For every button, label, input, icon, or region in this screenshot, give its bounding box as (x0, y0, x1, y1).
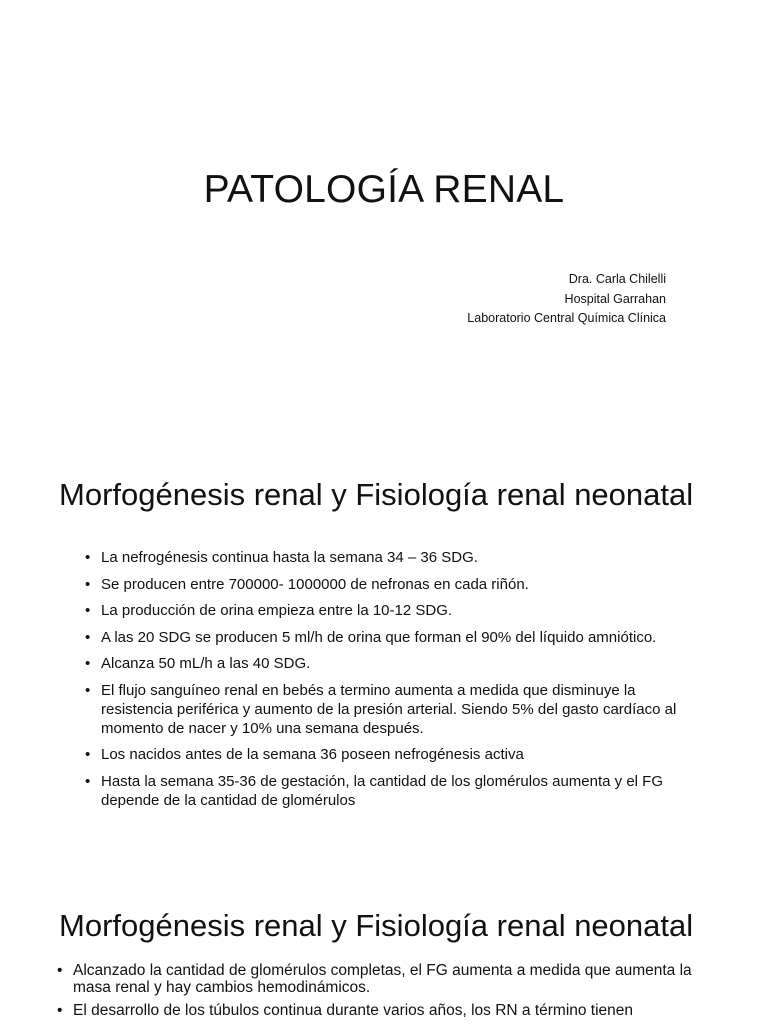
list-item (85, 628, 685, 647)
bullet-text: La nefrogénesis continua hasta la semana 34 – 36 SDG. (101, 549, 478, 566)
author-institution: Hospital Garrahan (564, 291, 666, 306)
bullet-icon: • (85, 681, 91, 699)
bullet-icon: • (85, 628, 91, 646)
bullet-text: Los nacidos antes de la semana 36 poseen nefrogénesis activa (101, 746, 524, 763)
bullet-text: Alcanza 50 mL/h a las 40 SDG. (101, 655, 311, 672)
author-block (467, 270, 666, 329)
bullet-list (57, 962, 717, 1024)
presentation-title: PATOLOGÍA RENAL (203, 168, 565, 211)
bullet-text: A las 20 SDG se producen 5 ml/h de orina que forman el 90% del líquido amniótico. (101, 628, 657, 646)
list-item (85, 681, 685, 738)
slide-heading: Morfogénesis renal y Fisiología renal neonatal (59, 908, 694, 943)
list-item (85, 654, 685, 673)
bullet-icon: • (57, 962, 63, 979)
bullet-icon: • (85, 655, 91, 672)
list-item (85, 575, 685, 594)
bullet-text: La producción de orina empieza entre la 10-12 SDG. (101, 602, 453, 619)
bullet-icon: • (85, 772, 91, 790)
list-item (85, 745, 685, 764)
bullet-icon: • (85, 746, 91, 763)
slide-morfogenesis-1 (0, 432, 768, 864)
bullet-text: El desarrollo de los túbulos continua durante varios años, los RN a término tienen (73, 1002, 634, 1019)
bullet-icon: • (85, 602, 91, 619)
list-item (57, 1002, 717, 1019)
bullet-text: El flujo sanguíneo renal en bebés a termino aumenta a medida que disminuye la resistencia periférica y aumento de la presión arterial. Siendo 5% del gasto cardíaco al momento de nacer y 10% una semana después. (101, 681, 677, 737)
bullet-text: Hasta la semana 35-36 de gestación, la cantidad de los glomérulos aumenta y el FG depende de la cantidad de glomérulos (101, 772, 663, 809)
slide-title (0, 0, 768, 432)
list-item (85, 601, 685, 620)
author-department: Laboratorio Central Química Clínica (467, 311, 666, 325)
bullet-list (85, 548, 685, 817)
slide-morfogenesis-2 (0, 864, 768, 1024)
author-name: Dra. Carla Chilelli (568, 272, 666, 286)
bullet-icon: • (85, 575, 91, 593)
bullet-icon: • (85, 549, 91, 566)
bullet-text: Alcanzado la cantidad de glomérulos completas, el FG aumenta a medida que aumenta la masa renal y hay cambios hemodinámicos. (73, 962, 692, 996)
list-item (57, 962, 717, 996)
list-item (85, 772, 685, 810)
list-item (85, 548, 685, 567)
bullet-icon: • (57, 1002, 63, 1019)
slide-heading: Morfogénesis renal y Fisiología renal neonatal (59, 477, 694, 512)
bullet-text: Se producen entre 700000- 1000000 de nefronas en cada riñón. (101, 575, 529, 593)
